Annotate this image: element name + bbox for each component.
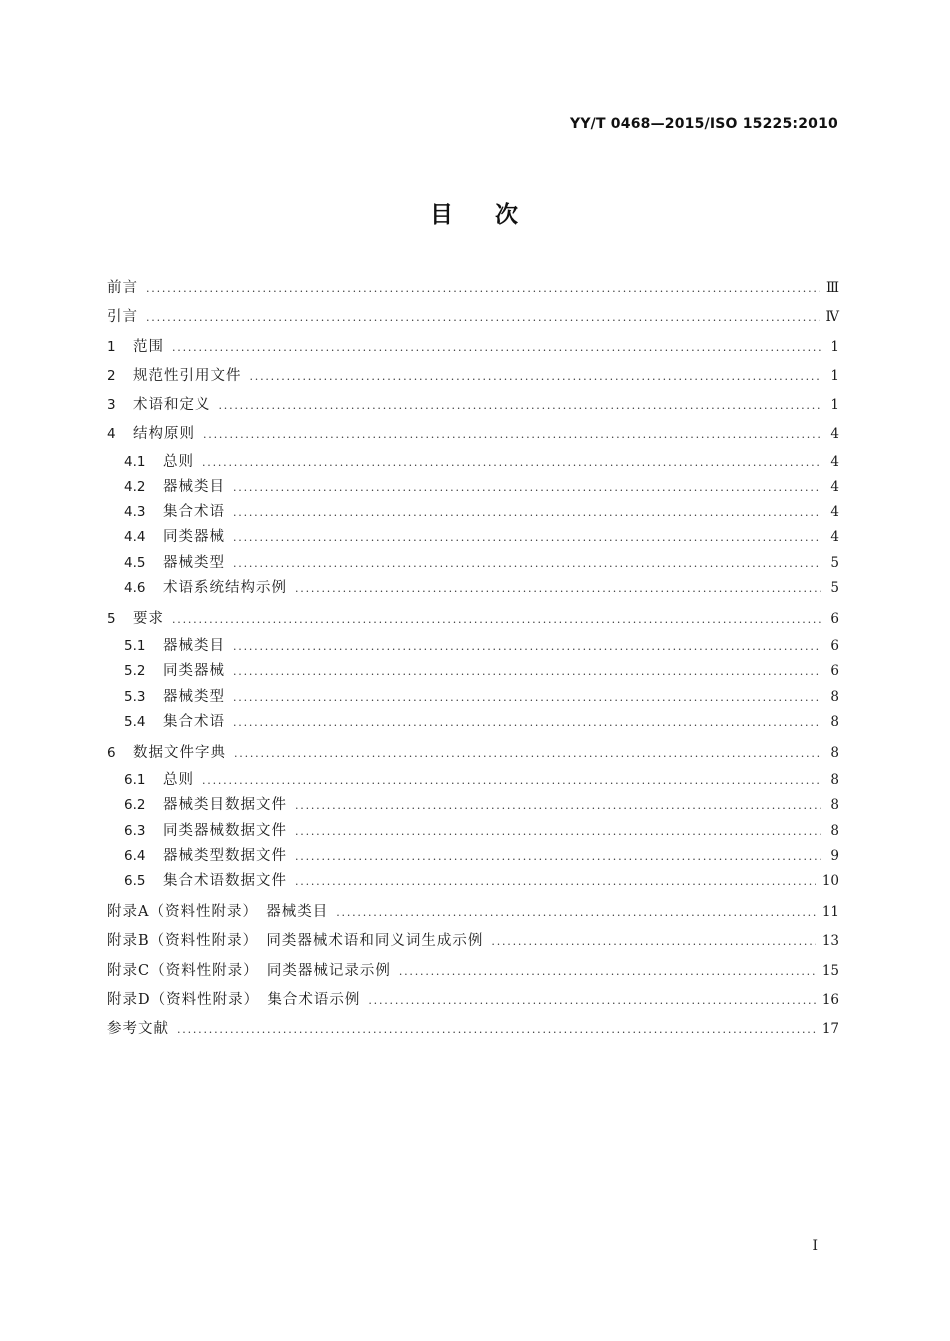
toc-leader-dots bbox=[233, 475, 821, 500]
toc-leader-dots bbox=[295, 793, 821, 818]
toc-entry-page: 1 bbox=[830, 367, 839, 384]
toc-entry-number: 4.6 bbox=[124, 579, 146, 596]
toc-entry[interactable] bbox=[107, 274, 839, 303]
toc-leader-dots bbox=[295, 869, 816, 894]
toc-leader-dots bbox=[399, 957, 816, 986]
toc-entry-page: Ⅳ bbox=[825, 309, 839, 326]
toc-leader-dots bbox=[295, 576, 821, 601]
toc-entry[interactable] bbox=[107, 819, 839, 844]
toc-leader-dots bbox=[234, 739, 821, 768]
toc-leader-dots bbox=[177, 1015, 816, 1044]
toc-entry-page: 5 bbox=[830, 554, 839, 571]
toc-leader-dots bbox=[233, 685, 821, 710]
toc-entry-label: 要求 bbox=[133, 610, 164, 627]
toc-entry-label: 总则 bbox=[163, 453, 194, 470]
toc-leader-dots bbox=[203, 420, 821, 449]
toc-entry[interactable] bbox=[107, 525, 839, 550]
toc-entry-page: 6 bbox=[830, 638, 839, 655]
toc-entry-label: 规范性引用文件 bbox=[133, 367, 242, 384]
toc-entry-number: 5 bbox=[107, 610, 116, 627]
standard-code: YY/T 0468—2015/ISO 15225:2010 bbox=[570, 116, 838, 132]
toc-entry-label: 器械类目数据文件 bbox=[163, 797, 287, 814]
toc-entry[interactable] bbox=[107, 420, 839, 449]
toc-entry[interactable] bbox=[107, 844, 839, 869]
page-title: 目次 bbox=[430, 202, 560, 228]
toc-entry-label: 器械类目 bbox=[163, 478, 225, 495]
toc-entry-page: 4 bbox=[830, 529, 839, 546]
toc-entry[interactable] bbox=[107, 551, 839, 576]
toc-entry[interactable] bbox=[107, 500, 839, 525]
toc-entry-label: 结构原则 bbox=[133, 426, 195, 443]
toc-leader-dots bbox=[491, 927, 815, 956]
toc-entry[interactable] bbox=[107, 303, 839, 332]
toc-entry[interactable] bbox=[107, 685, 839, 710]
toc-entry-number: 4.3 bbox=[124, 504, 146, 521]
toc-entry[interactable] bbox=[107, 927, 839, 956]
toc-entry-page: Ⅲ bbox=[825, 280, 839, 296]
toc-leader-dots bbox=[233, 500, 821, 525]
toc-leader-dots bbox=[146, 274, 820, 303]
toc-entry-page: 13 bbox=[821, 933, 839, 950]
toc-entry-number: 6.3 bbox=[124, 822, 146, 839]
toc-entry[interactable] bbox=[107, 898, 839, 927]
toc-leader-dots bbox=[250, 362, 822, 391]
toc-entry-number: 4.5 bbox=[124, 554, 146, 571]
toc-entry-label: 数据文件字典 bbox=[133, 744, 226, 761]
toc-entry-number: 4.4 bbox=[124, 529, 146, 546]
toc-entry-page: 15 bbox=[821, 962, 839, 979]
toc-entry[interactable] bbox=[107, 710, 839, 735]
toc-entry-number: 6.1 bbox=[124, 772, 146, 789]
toc-entry-label: 器械类型数据文件 bbox=[163, 847, 287, 864]
toc-entry-number: 1 bbox=[107, 338, 116, 355]
toc-entry[interactable] bbox=[107, 391, 839, 420]
toc-entry-page: 8 bbox=[830, 744, 839, 761]
toc-entry[interactable] bbox=[107, 605, 839, 634]
toc-leader-dots bbox=[172, 605, 821, 634]
toc-leader-dots bbox=[202, 450, 821, 475]
toc-entry-page: 16 bbox=[821, 992, 839, 1009]
toc-leader-dots bbox=[202, 768, 821, 793]
toc-entry[interactable] bbox=[107, 957, 839, 986]
toc-entry-number: 2 bbox=[107, 367, 116, 384]
toc-leader-dots bbox=[172, 333, 821, 362]
toc-entry-page: 4 bbox=[830, 426, 839, 443]
toc-entry-label: 引言 bbox=[107, 309, 138, 326]
toc-entry-page: 10 bbox=[821, 873, 839, 889]
toc-entry[interactable] bbox=[107, 333, 839, 362]
footer-page-number: I bbox=[812, 1238, 818, 1254]
table-of-contents bbox=[107, 274, 839, 1045]
toc-entry-number: 6.5 bbox=[124, 873, 146, 889]
toc-entry-number: 5.4 bbox=[124, 713, 146, 730]
toc-entry-number: 5.2 bbox=[124, 663, 146, 680]
toc-entry-page: 6 bbox=[830, 663, 839, 680]
toc-entry[interactable] bbox=[107, 739, 839, 768]
toc-entry-number: 4 bbox=[107, 426, 116, 443]
toc-entry-label: 集合术语 bbox=[163, 504, 225, 521]
toc-entry-page: 6 bbox=[830, 610, 839, 627]
toc-entry-page: 4 bbox=[830, 453, 839, 470]
toc-entry[interactable] bbox=[107, 869, 839, 894]
toc-entry[interactable] bbox=[107, 1015, 839, 1044]
toc-leader-dots bbox=[295, 819, 821, 844]
toc-entry[interactable] bbox=[107, 986, 839, 1015]
toc-entry-number: 4.2 bbox=[124, 478, 146, 495]
toc-entry-label: 同类器械数据文件 bbox=[163, 822, 287, 839]
toc-leader-dots bbox=[219, 391, 822, 420]
toc-leader-dots bbox=[233, 551, 821, 576]
toc-entry-page: 11 bbox=[821, 904, 839, 921]
toc-leader-dots bbox=[233, 525, 821, 550]
toc-entry-number: 5.1 bbox=[124, 638, 146, 655]
toc-entry-label: 同类器械 bbox=[163, 529, 225, 546]
toc-entry[interactable] bbox=[107, 576, 839, 601]
toc-entry-label: 器械类目 bbox=[163, 638, 225, 655]
toc-entry-label: 附录A（资料性附录） 器械类目 bbox=[107, 904, 329, 921]
toc-entry[interactable] bbox=[107, 450, 839, 475]
toc-entry-page: 8 bbox=[830, 797, 839, 814]
toc-leader-dots bbox=[146, 303, 820, 332]
toc-entry-page: 9 bbox=[830, 847, 839, 864]
toc-entry-label: 范围 bbox=[133, 338, 164, 355]
toc-entry[interactable] bbox=[107, 634, 839, 659]
toc-entry-page: 4 bbox=[830, 478, 839, 495]
toc-leader-dots bbox=[233, 710, 821, 735]
toc-leader-dots bbox=[233, 659, 821, 684]
toc-leader-dots bbox=[295, 844, 821, 869]
toc-entry-page: 8 bbox=[830, 822, 839, 839]
toc-entry-label: 术语和定义 bbox=[133, 397, 211, 414]
toc-entry-label: 集合术语数据文件 bbox=[163, 873, 287, 889]
toc-entry-page: 1 bbox=[830, 397, 839, 414]
toc-entry-number: 3 bbox=[107, 397, 116, 414]
toc-entry-page: 4 bbox=[830, 504, 839, 521]
toc-entry-number: 6.2 bbox=[124, 797, 146, 814]
toc-entry-label: 集合术语 bbox=[163, 713, 225, 730]
toc-entry-label: 器械类型 bbox=[163, 554, 225, 571]
toc-entry-label: 参考文献 bbox=[107, 1021, 169, 1038]
toc-entry-label: 附录D（资料性附录） 集合术语示例 bbox=[107, 992, 361, 1009]
toc-entry-page: 5 bbox=[830, 579, 839, 596]
toc-entry-label: 同类器械 bbox=[163, 663, 225, 680]
toc-entry-page: 8 bbox=[830, 688, 839, 705]
toc-entry-label: 前言 bbox=[107, 280, 138, 296]
toc-entry-page: 1 bbox=[830, 338, 839, 355]
toc-entry-page: 17 bbox=[821, 1021, 839, 1038]
toc-leader-dots bbox=[368, 986, 815, 1015]
toc-leader-dots bbox=[336, 898, 816, 927]
toc-entry-label: 器械类型 bbox=[163, 688, 225, 705]
toc-entry-label: 术语系统结构示例 bbox=[163, 579, 287, 596]
toc-entry[interactable] bbox=[107, 362, 839, 391]
toc-entry-number: 6.4 bbox=[124, 847, 146, 864]
toc-entry-number: 6 bbox=[107, 744, 116, 761]
toc-entry-label: 附录B（资料性附录） 同类器械术语和同义词生成示例 bbox=[107, 933, 484, 950]
toc-leader-dots bbox=[233, 634, 821, 659]
toc-entry[interactable] bbox=[107, 475, 839, 500]
toc-entry-page: 8 bbox=[830, 713, 839, 730]
toc-entry-label: 总则 bbox=[163, 772, 194, 789]
toc-entry-page: 8 bbox=[830, 772, 839, 789]
toc-entry[interactable] bbox=[107, 793, 839, 818]
toc-entry-number: 4.1 bbox=[124, 453, 146, 470]
toc-entry-number: 5.3 bbox=[124, 688, 146, 705]
toc-entry-label: 附录C（资料性附录） 同类器械记录示例 bbox=[107, 962, 391, 979]
toc-entry[interactable] bbox=[107, 659, 839, 684]
toc-entry[interactable] bbox=[107, 768, 839, 793]
